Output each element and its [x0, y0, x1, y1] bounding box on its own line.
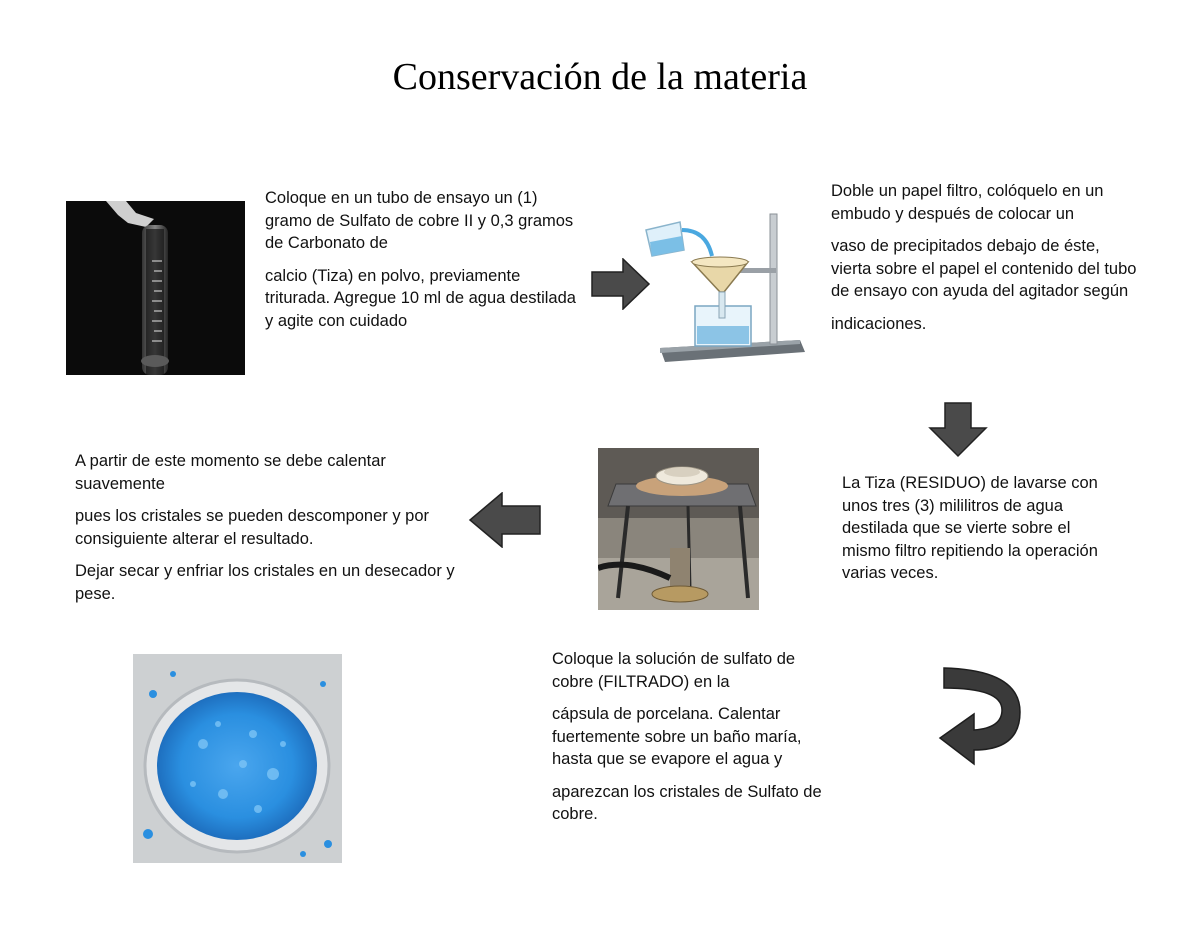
step3-paragraph-1: La Tiza (RESIDUO) de lavarse con unos tres (3) mililitros de agua destilada que se vierte sobre el mismo filtro repitiendo la operación varias veces. [842, 474, 1098, 582]
step5-text [75, 450, 460, 615]
step5-paragraph-2: pues los cristales se pueden descomponer y por consiguiente alterar el resultado. [75, 507, 430, 548]
step2-paragraph-1: Doble un papel filtro, colóquelo en un embudo y después de colocar un [831, 182, 1104, 223]
step4-paragraph-3: aparezcan los cristales de Sulfato de cobre. [552, 782, 822, 823]
step1-paragraph-1: Coloque en un tubo de ensayo un (1) gramo de Sulfato de cobre II y 0,3 gramos de Carbonato de [265, 189, 574, 252]
step4-paragraph-1: Coloque la solución de sulfato de cobre (FILTRADO) en la [552, 650, 796, 691]
step4-paragraph-2: cápsula de porcelana. Calentar fuertemente sobre un baño maría, hasta que se evapore el agua y [552, 705, 802, 768]
step4-text [552, 648, 832, 836]
burner-tripod-photo [598, 448, 759, 610]
step1-paragraph-2: calcio (Tiza) en polvo, previamente triturada. Agregue 10 ml de agua destilada y agite con cuidado [265, 266, 576, 330]
step2-paragraph-3: indicaciones. [831, 314, 927, 333]
filtration-illustration [640, 210, 810, 378]
step3-text [842, 472, 1102, 595]
step5-paragraph-3: Dejar secar y enfriar los cristales en un desecador y pese. [75, 562, 455, 603]
copper-sulfate-crystals-photo [133, 654, 342, 863]
step5-paragraph-1: A partir de este momento se debe calentar suavemente [75, 452, 386, 493]
page-title: Conservación de la materia [392, 56, 808, 98]
step1-text [265, 187, 585, 342]
curved-arrow-icon [936, 664, 1028, 770]
step2-text [831, 180, 1141, 345]
arrow-down-icon [928, 402, 988, 458]
arrow-left-icon [468, 492, 542, 548]
test-tube-photo [66, 201, 245, 375]
step2-paragraph-2: vaso de precipitados debajo de éste, vierta sobre el papel el contenido del tubo de ensayo con ayuda del agitador según [831, 237, 1137, 300]
